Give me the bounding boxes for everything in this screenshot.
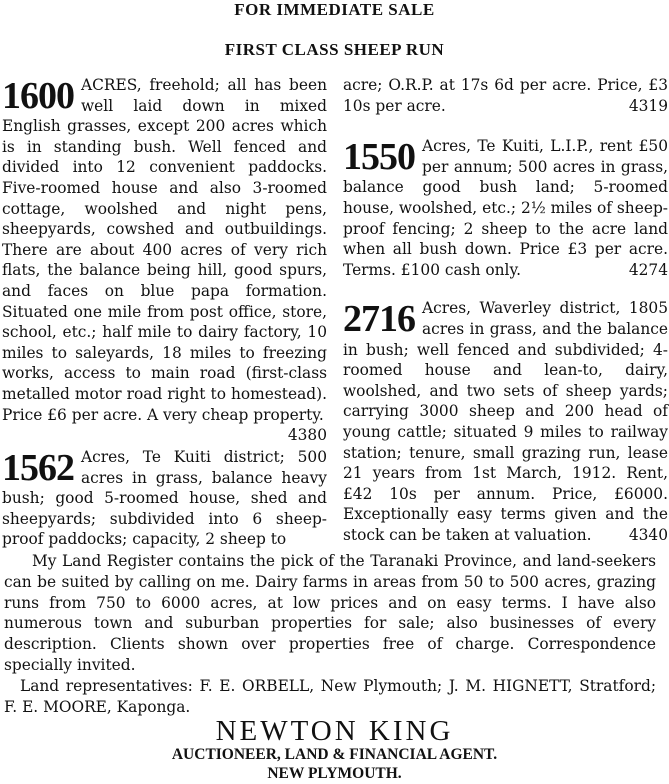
- firm-town: NEW PLYMOUTH.: [267, 765, 402, 782]
- run-heading: FIRST CLASS SHEEP RUN: [224, 40, 445, 59]
- listing-1600: [2, 75, 327, 445]
- listing-text: Acres, Te Kuiti district; 500 acres in grass, balance heavy bush; good 5-roomed house, shed and sheepyards; subdivided into 6 sheep-proof paddocks; capacity, 2 sheep to: [2, 448, 327, 549]
- listing-1562: [2, 447, 327, 550]
- listing-text: acre; O.R.P. at 17s 6d per acre. Price, £3 10s per acre.: [343, 76, 668, 115]
- listing-text: Acres, Waverley district, 1805 acres in grass, and the balance in bush; well fenced and subdivided; 4-roomed house and lean-to, dairy, woolshed, and two sets of sheep yards; carrying 3000 sheep and 200 head of young cattle; situated 9 miles to railway station; tenure, small grazing run, lease 21 years from 1st March, 1912. Rent, £42 10s per annum. Price, £6000. Exceptionally easy terms given and the stock can be taken at valuation.: [343, 299, 668, 544]
- land-representatives: Land representatives: F. E. ORBELL, New Plymouth; J. M. HIGNETT, Stratford; F. E. MOORE, Kaponga.: [4, 677, 656, 716]
- listing-ref: 4274: [628, 260, 668, 279]
- listing-ref: 4340: [628, 525, 668, 544]
- left-column: [2, 75, 327, 550]
- land-register-notice: My Land Register contains the pick of the Taranaki Province, and land-seekers can be suited by calling on me. Dairy farms in areas from 50 to 500 acres, grazing runs from 750 to 6000 acres, at low prices and on easy terms. I have also numerous town and suburban properties for sale; also businesses of every description. Clients shown over properties free of charge. Correspondence specially invited.: [4, 552, 656, 674]
- listing-text: Acres, Te Kuiti, L.I.P., rent £50 per annum; 500 acres in grass, balance good bush land; 5-roomed house, woolshed, etc.; 2½ miles of sheep-proof fencing; 2 sheep to the acre land when all bush down. Price £3 per acre. Terms. £100 cash only.: [343, 137, 668, 279]
- listing-number: 1550: [343, 136, 415, 179]
- right-column: [343, 75, 668, 545]
- listing-1562-continued: [343, 75, 668, 116]
- listing-1550: [343, 136, 668, 280]
- listing-2716: [343, 298, 668, 545]
- listing-text: ACRES, freehold; all has been well laid down in mixed English grasses, except 200 acres which is in standing bush. Well fenced and divided into 12 convenient paddocks. Five-roomed house and also 3-roomed cottage, woolshed and night pens, sheepyards, cowshed and outbuildings. There are about 400 acres of very rich flats, the balance being hill, good spurs, and faces on blue papa formation. Situated one mile from post office, store, school, etc.; half mile to dairy factory, 10 miles to saleyards, 18 miles to freezing works, access to main road (first-class metalled motor road right to homestead). Price £6 per acre. A very cheap property.: [2, 76, 327, 424]
- listing-ref: 4380: [287, 426, 327, 445]
- firm-title: AUCTIONEER, LAND & FINANCIAL AGENT.: [171, 746, 498, 763]
- listing-number: 2716: [343, 298, 415, 341]
- listing-ref: 4319: [628, 96, 668, 115]
- firm-name: NEWTON KING: [215, 715, 454, 747]
- sale-heading: FOR IMMEDIATE SALE: [234, 0, 435, 19]
- listing-number: 1562: [2, 447, 74, 490]
- listing-number: 1600: [2, 75, 74, 117]
